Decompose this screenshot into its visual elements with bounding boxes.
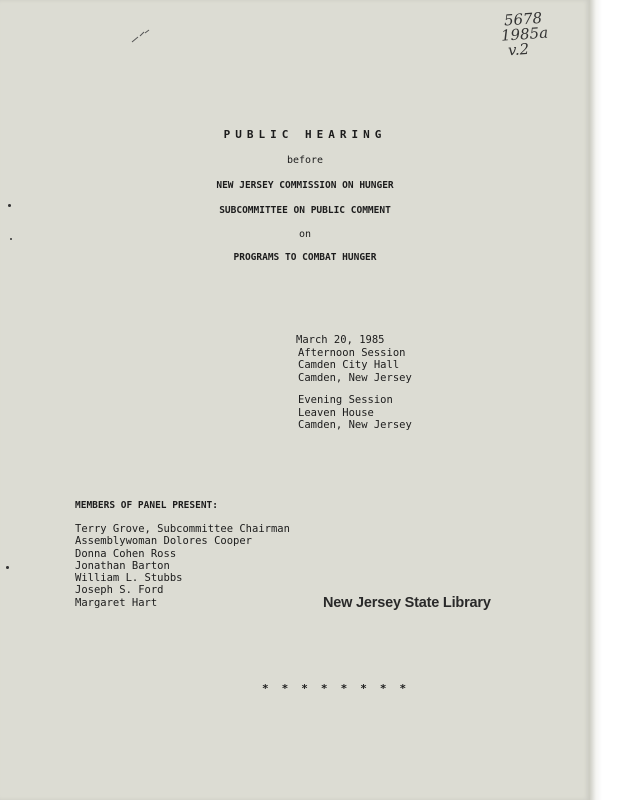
afternoon-session-block bbox=[298, 334, 412, 384]
panel-members-list bbox=[75, 523, 290, 609]
evening-session-block bbox=[298, 394, 412, 432]
panel-member: Terry Grove, Subcommittee Chairman bbox=[75, 523, 290, 535]
evening-venue: Leaven House bbox=[298, 406, 374, 419]
afternoon-city: Camden, New Jersey bbox=[298, 371, 412, 384]
pencil-mark bbox=[130, 28, 152, 44]
subcommittee-name: SUBCOMMITTEE ON PUBLIC COMMENT bbox=[219, 205, 391, 216]
panel-member: Donna Cohen Ross bbox=[75, 547, 177, 560]
hearing-title: PUBLIC HEARING bbox=[223, 128, 387, 141]
afternoon-session-label: Afternoon Session bbox=[298, 346, 406, 359]
on-word: on bbox=[298, 229, 312, 240]
margin-dot bbox=[6, 566, 9, 569]
page-edge bbox=[590, 0, 619, 800]
before-word: before bbox=[286, 155, 324, 166]
commission-name: NEW JERSEY COMMISSION ON HUNGER bbox=[216, 180, 394, 191]
afternoon-venue: Camden City Hall bbox=[298, 359, 400, 371]
panel-member: Joseph S. Ford bbox=[75, 584, 164, 597]
panel-member: Assemblywoman Dolores Cooper bbox=[75, 535, 253, 548]
handwritten-call-number bbox=[500, 8, 549, 60]
handwritten-line-2: 1985a bbox=[500, 23, 549, 45]
library-stamp: New Jersey State Library bbox=[323, 595, 491, 611]
panel-members-label: MEMBERS OF PANEL PRESENT: bbox=[75, 500, 218, 511]
footer-stars: * * * * * * * * bbox=[262, 682, 410, 695]
evening-session-label: Evening Session bbox=[298, 394, 393, 406]
handwritten-line-1: 5678 bbox=[503, 8, 543, 30]
evening-city: Camden, New Jersey bbox=[298, 419, 412, 431]
panel-member: Jonathan Barton bbox=[75, 559, 170, 572]
panel-member: William L. Stubbs bbox=[75, 572, 183, 585]
panel-member: Margaret Hart bbox=[75, 596, 158, 609]
handwritten-line-3: v.2 bbox=[507, 39, 530, 60]
hearing-topic: PROGRAMS TO COMBAT HUNGER bbox=[233, 252, 377, 263]
hearing-date: March 20, 1985 bbox=[296, 334, 385, 346]
